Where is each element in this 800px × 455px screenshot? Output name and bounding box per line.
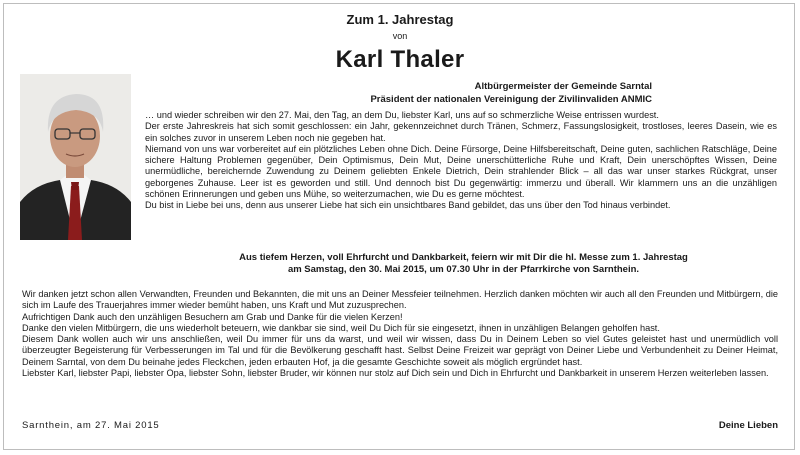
intro-paragraph: Niemand von uns war vorbereitet auf ein plötzliches Leben ohne Dich. Deine Fürsorge, Deine Hilfsbereitschaft, Deine guten, sachlichen Ratschläge, Deine sichere Haltung Problemen gegenüber, Dein Optimismus, Dein Mut, Deine unerschütterliche Ruhe und Kraft, Dein unerschöpftes Wissen, Deine unermüdliche, bereichernde Zuwendung zu Deinem geliebten Enkele Dietrich, Dein strahlender Blick – all das war unser starkes Rückgrat, unser geborgenes Zuhause. Leer ist es geworden und still. Und dennoch bist Du gegenwärtig: immerzu und überall. Wir klammern uns an die unzähligen schönen Erinnerungen und geben uns Mühe, so weiterzumachen, wie Du es gerne möchtest. [145, 143, 777, 200]
mass-announcement [150, 252, 777, 276]
thanks-paragraph: Liebster Karl, liebster Papi, liebster Opa, liebster Sohn, liebster Bruder, wir können nur stolz auf Dich sein und Dich in Ehrfurcht und Dankbarkeit in unserem Herzen weiterleben lassen. [22, 368, 769, 379]
portrait-photo [20, 74, 131, 240]
thanks-paragraph: Aufrichtigen Dank auch den unzähligen Besuchern am Grab und Danke für die vielen Kerzen! [22, 311, 403, 322]
place-date: Sarnthein, am 27. Mai 2015 [22, 420, 160, 431]
anniversary-title: Zum 1. Jahrestag [346, 12, 454, 27]
von-text: von [392, 31, 408, 41]
announcement-line: am Samstag, den 30. Mai 2015, um 07.30 Uhr in der Pfarrkirche von Sarnthein. [287, 264, 640, 275]
intro-paragraph: Du bist in Liebe bei uns, denn aus unserer Liebe hat sich ein unsichtbares Band gebildet, das uns über den Tod hinaus verbindet. [145, 200, 671, 211]
portrait-illustration [20, 74, 131, 240]
thanks-text [22, 289, 778, 379]
thanks-paragraph: Danke den vielen Mitbürgern, die uns wiederholt beteuern, wie dankbar sie sind, weil Du Dich für sie eingesetzt, ihnen in unzähligen Belangen geholfen hast. [22, 322, 660, 333]
signature: Deine Lieben [718, 420, 778, 431]
role-president: Präsident der nationalen Vereinigung der Zivilinvaliden ANMIC [370, 94, 652, 105]
thanks-paragraph: Diesem Dank wollen auch wir uns anschließen, weil Du immer für uns da warst, und weil wir wissen, dass Du in Deinem Leben so viel Gutes geleistet hast und unermüdlich voll überzeugter Begeisterung für Verbesserungen im Tal und für die Bevölkerung geschafft hast. Selbst Deine Freizeit war geprägt von Deiner Liebe und Verbundenheit zu Deiner Heimat, Deinem Sarntal, von dem Du beinahe jedes Fleckchen, jeden erbauten Hof, ja die gesamte Geschichte soweit als möglich ergründet hast. [22, 334, 778, 367]
intro-paragraph: Der erste Jahreskreis hat sich somit geschlossen: ein Jahr, gekennzeichnet durch Tränen, Schmerz, Fassungslosigkeit, trostloses, leeres Dasein, wie es ein solches zuvor in unserem Leben noch nie gegeben hat. [145, 121, 777, 143]
intro-paragraph: … und wieder schreiben wir den 27. Mai, den Tag, an dem Du, liebster Karl, uns auf so schmerzliche Weise entrissen wurdest. [145, 110, 659, 120]
role-mayor: Altbürgermeister der Gemeinde Sarntal [474, 81, 652, 92]
announcement-line: Aus tiefem Herzen, voll Ehrfurcht und Dankbarkeit, feiern wir mit Dir die hl. Messe zum 1. Jahrestag [239, 252, 688, 263]
notice-header [0, 12, 800, 73]
thanks-paragraph: Wir danken jetzt schon allen Verwandten, Freunden und Bekannten, die mit uns an Deiner Messfeier teilnehmen. Herzlich danken möchten wir auch all den Freunden und Mitbürgern, die sich im Laufe des Trauerjahres immer wieder bemüht haben, uns Kraft und Mut zuzusprechen. [22, 289, 778, 311]
intro-text [145, 110, 777, 212]
deceased-name: Karl Thaler [335, 46, 465, 73]
